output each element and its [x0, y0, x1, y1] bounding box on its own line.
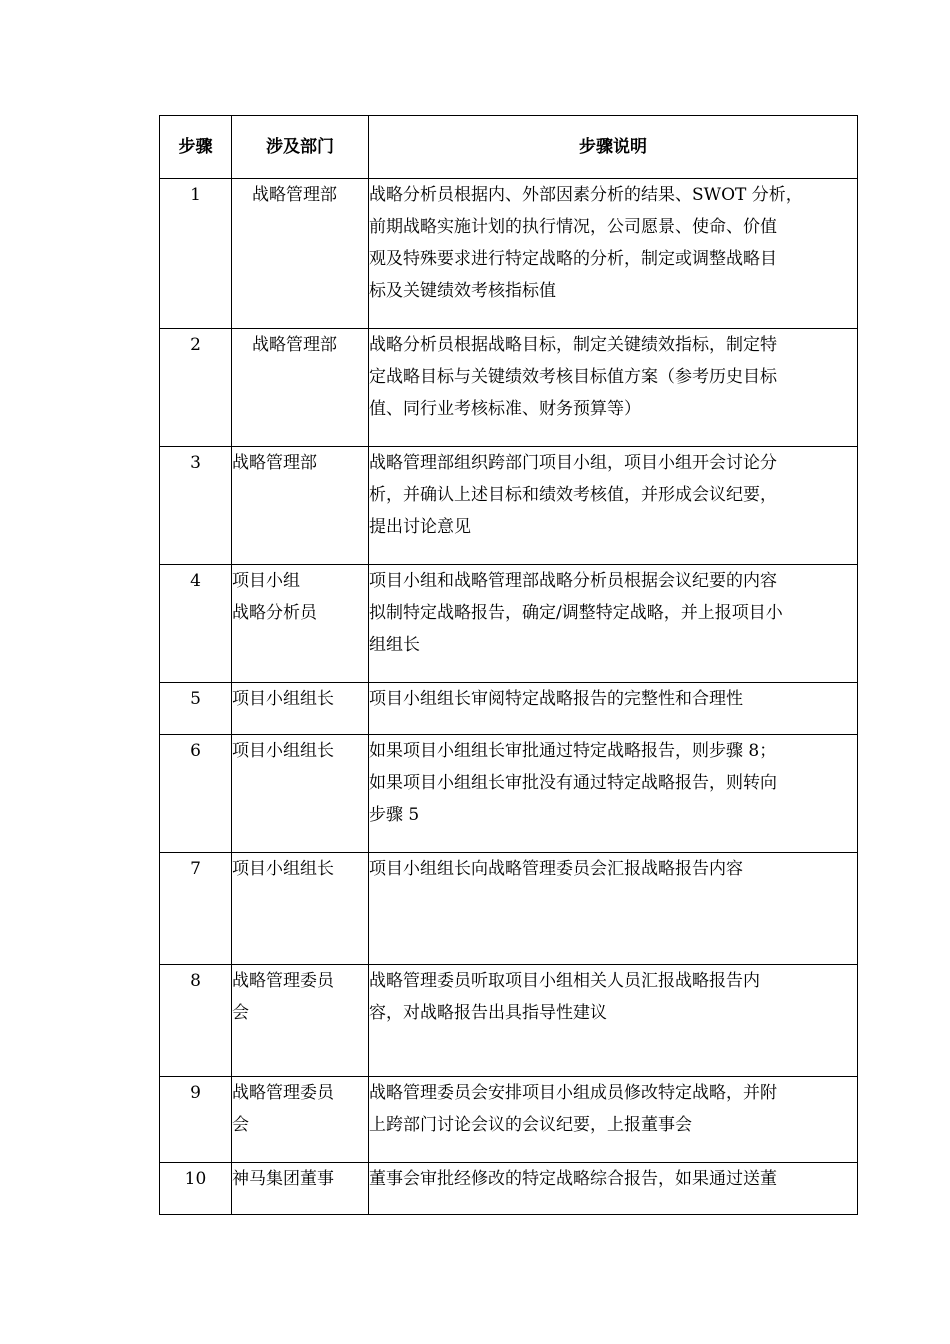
description-line: 战略管理部组织跨部门项目小组，项目小组开会讨论分: [369, 453, 777, 473]
description-line: 值、同行业考核标准、财务预算等）: [369, 399, 641, 419]
department-line: 会: [232, 1115, 249, 1135]
department-line: 战略管理委员: [232, 971, 334, 991]
description-line: 项目小组组长向战略管理委员会汇报战略报告内容: [369, 859, 743, 879]
department-cell: [232, 1077, 369, 1163]
description-line: 观及特殊要求进行特定战略的分析，制定或调整战略目: [369, 249, 777, 269]
description-line: 上跨部门讨论会议的会议纪要，上报董事会: [369, 1115, 692, 1135]
description-cell: [369, 329, 858, 447]
description-line: 战略管理委员会安排项目小组成员修改特定战略，并附: [369, 1083, 777, 1103]
step-number: 5: [160, 683, 232, 735]
department-line: 战略管理部: [252, 185, 337, 205]
description-cell: [369, 735, 858, 853]
department-cell: [232, 683, 369, 735]
department-cell: [232, 965, 369, 1077]
table-row: [160, 965, 858, 1077]
header-department: 涉及部门: [232, 116, 369, 179]
description-line: 组组长: [369, 635, 420, 655]
description-cell: [369, 853, 858, 965]
header-description: 步骤说明: [369, 116, 858, 179]
department-line: 会: [232, 1003, 249, 1023]
department-cell: [232, 1163, 369, 1215]
description-line: 项目小组组长审阅特定战略报告的完整性和合理性: [369, 689, 743, 709]
description-line: 战略管理委员听取项目小组相关人员汇报战略报告内: [369, 971, 760, 991]
department-cell: [232, 179, 369, 329]
department-line: 战略管理委员: [232, 1083, 334, 1103]
description-line: 项目小组和战略管理部战略分析员根据会议纪要的内容: [369, 571, 777, 591]
description-line: 前期战略实施计划的执行情况，公司愿景、使命、价值: [369, 217, 777, 237]
table-row: [160, 735, 858, 853]
description-cell: [369, 965, 858, 1077]
step-number: 3: [160, 447, 232, 565]
description-line: 战略分析员根据内、外部因素分析的结果、SWOT 分析，: [369, 185, 803, 205]
step-number: 8: [160, 965, 232, 1077]
table-row: [160, 853, 858, 965]
description-cell: [369, 565, 858, 683]
step-number: 6: [160, 735, 232, 853]
department-line: 项目小组组长: [232, 689, 334, 709]
step-number: 1: [160, 179, 232, 329]
department-line: 神马集团董事: [232, 1169, 334, 1189]
description-line: 定战略目标与关键绩效考核目标值方案（参考历史目标: [369, 367, 777, 387]
table-row: [160, 1163, 858, 1215]
department-line: 项目小组: [232, 571, 300, 591]
department-line: 项目小组组长: [232, 859, 334, 879]
description-line: 如果项目小组组长审批通过特定战略报告，则步骤 8；: [369, 741, 777, 761]
description-line: 如果项目小组组长审批没有通过特定战略报告，则转向: [369, 773, 777, 793]
description-line: 提出讨论意见: [369, 517, 471, 537]
header-step: 步骤: [160, 116, 232, 179]
description-cell: [369, 1163, 858, 1215]
table-row: [160, 683, 858, 735]
description-line: 容，对战略报告出具指导性建议: [369, 1003, 607, 1023]
description-line: 析，并确认上述目标和绩效考核值，并形成会议纪要，: [369, 485, 777, 505]
table-row: [160, 179, 858, 329]
table-row: [160, 329, 858, 447]
department-cell: [232, 329, 369, 447]
step-number: 9: [160, 1077, 232, 1163]
step-number: 2: [160, 329, 232, 447]
description-cell: [369, 179, 858, 329]
step-number: 10: [160, 1163, 232, 1215]
table-row: [160, 565, 858, 683]
description-line: 董事会审批经修改的特定战略综合报告，如果通过送董: [369, 1169, 777, 1189]
department-cell: [232, 565, 369, 683]
department-cell: [232, 853, 369, 965]
department-cell: [232, 447, 369, 565]
description-line: 战略分析员根据战略目标，制定关键绩效指标，制定特: [369, 335, 777, 355]
department-cell: [232, 735, 369, 853]
process-steps-table: [159, 115, 858, 1215]
step-number: 4: [160, 565, 232, 683]
description-cell: [369, 683, 858, 735]
table-row: [160, 447, 858, 565]
description-line: 标及关键绩效考核指标值: [369, 281, 556, 301]
description-cell: [369, 1077, 858, 1163]
description-cell: [369, 447, 858, 565]
department-line: 战略管理部: [252, 335, 337, 355]
description-line: 拟制特定战略报告，确定/调整特定战略，并上报项目小: [369, 603, 783, 623]
step-number: 7: [160, 853, 232, 965]
header-row: [160, 116, 858, 179]
table-row: [160, 1077, 858, 1163]
department-line: 项目小组组长: [232, 741, 334, 761]
department-line: 战略管理部: [232, 453, 317, 473]
description-line: 步骤 5: [369, 805, 420, 825]
department-line: 战略分析员: [232, 603, 317, 623]
